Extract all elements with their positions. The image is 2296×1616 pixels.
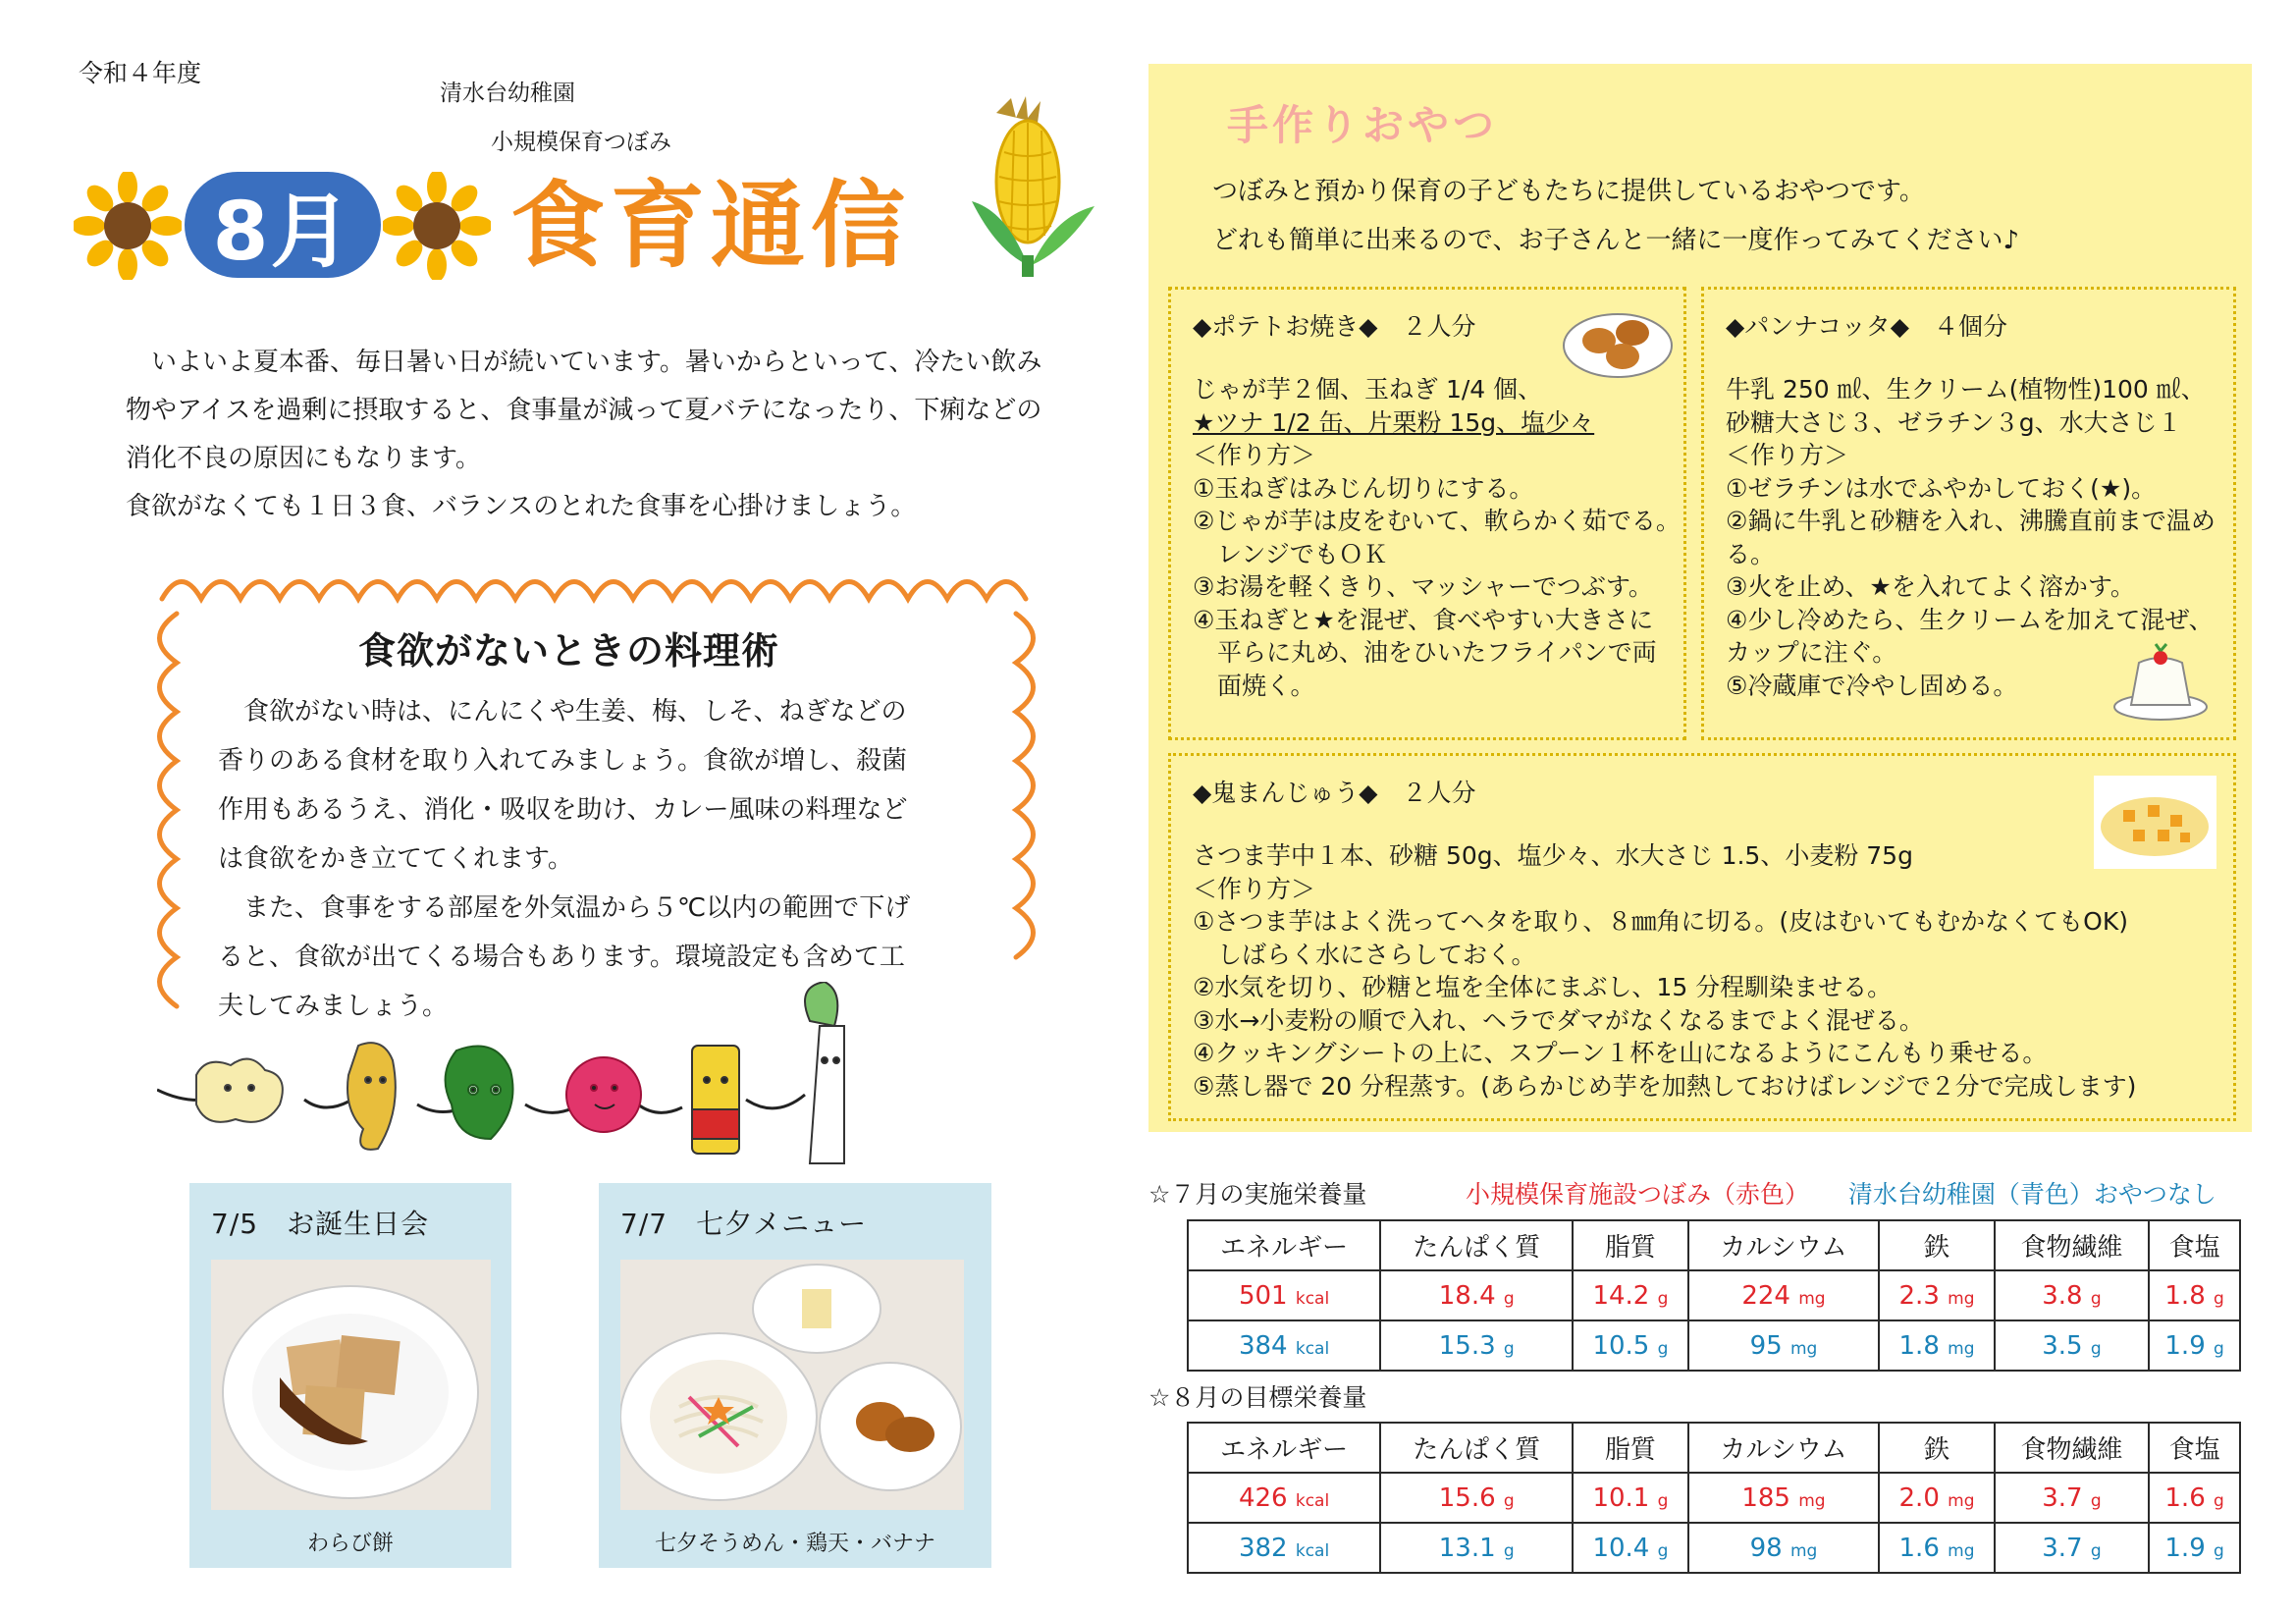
august-nutrition-label: ☆８月の目標栄養量 — [1148, 1383, 1367, 1412]
table-row — [1188, 1473, 2240, 1523]
recipe-line: じゃが芋２個、玉ねぎ 1/4 個、 — [1193, 375, 1543, 404]
table-header-row — [1188, 1423, 2240, 1473]
panna-cotta-icon — [2111, 638, 2210, 722]
warabi-mochi-plate-icon — [211, 1260, 491, 1510]
kindergarten-name: 清水台幼稚園 — [440, 81, 575, 106]
photo-card-tanabata — [599, 1183, 991, 1568]
recipe-line: ③火を止め、★を入れてよく溶かす。 — [1726, 572, 2135, 601]
table-header: 鉄 — [1879, 1423, 1994, 1473]
table-header: たんぱく質 — [1380, 1220, 1573, 1270]
recipe-title: ◆鬼まんじゅう◆ ２人分 — [1193, 779, 1476, 807]
table-header-row — [1188, 1220, 2240, 1270]
table-header: カルシウム — [1688, 1220, 1880, 1270]
photo-frame — [620, 1260, 964, 1510]
recipe-title: ◆ポテトお焼き◆ ２人分 — [1193, 312, 1476, 341]
tips-title: 食欲がないときの料理術 — [358, 629, 780, 673]
recipe-line: ②鍋に牛乳と砂糖を入れ、沸騰直前まで温め — [1726, 507, 2216, 535]
sunflower-icon — [383, 172, 491, 280]
recipe-title: ◆パンナコッタ◆ ４個分 — [1726, 312, 2007, 341]
table-cell: 95 mg — [1688, 1320, 1880, 1371]
recipe-line: ＜作り方＞ — [1193, 441, 1316, 469]
recipe-line: ③お湯を軽くきり、マッシャーでつぶす。 — [1193, 572, 1653, 601]
snack-intro-line: つぼみと預かり保育の子どもたちに提供しているおやつです。 — [1212, 177, 1925, 206]
photo-card-birthday — [189, 1183, 511, 1568]
photo-frame — [211, 1260, 491, 1510]
table-cell: 15.6 g — [1380, 1473, 1573, 1523]
table-cell: 13.1 g — [1380, 1523, 1573, 1573]
table-cell: 15.3 g — [1380, 1320, 1573, 1371]
ginger-character — [196, 1059, 283, 1122]
intro-line: いよいよ夏本番、毎日暑い日が続いています。暑いからといって、冷たい飲み — [126, 348, 1042, 377]
table-cell: 18.4 g — [1380, 1270, 1573, 1320]
recipe-line: レンジでもＯＫ — [1193, 539, 1388, 568]
snack-intro — [1212, 167, 2019, 265]
table-cell: 3.7 g — [1995, 1523, 2150, 1573]
recipe-line: ⑤蒸し器で 20 分程蒸す。(あらかじめ芋を加熱しておけばレンジで２分で完成します) — [1193, 1071, 2137, 1101]
recipe-line: ＜作り方＞ — [1726, 441, 1849, 469]
plum-character — [566, 1057, 641, 1132]
table-cell: 426 kcal — [1188, 1473, 1380, 1523]
intro-line: 物やアイスを過剰に摂取すると、食事量が減って夏バテになったり、下痢などの — [126, 396, 1042, 425]
tips-line: また、食事をする部屋を外気温から５℃以内の範囲で下げ — [218, 893, 911, 923]
recipe-potato — [1168, 287, 1686, 740]
tips-line: 夫してみましょう。 — [218, 992, 449, 1021]
table-cell: 98 mg — [1688, 1523, 1880, 1573]
intro-line: 食欲がなくても１日３食、バランスのとれた食事を心掛けましょう。 — [126, 492, 917, 521]
table-row — [1188, 1320, 2240, 1371]
recipe-line: さつま芋中１本、砂糖 50g、塩少々、水大さじ 1.5、小麦粉 75g — [1193, 841, 1913, 870]
recipe-oni-manju — [1168, 753, 2236, 1121]
table-cell: 1.9 g — [2149, 1320, 2240, 1371]
potato-character — [347, 1043, 396, 1150]
table-cell: 382 kcal — [1188, 1523, 1380, 1573]
recipe-body — [1193, 373, 1681, 702]
table-cell: 1.6 g — [2149, 1473, 2240, 1523]
tips-line: 作用もあるうえ、消化・吸収を助け、カレー風味の料理など — [218, 795, 908, 825]
july-nutrition-label: ☆７月の実施栄養量 — [1148, 1180, 1367, 1209]
nutrition-legend — [1466, 1175, 2216, 1211]
tanabata-meal-icon — [620, 1260, 964, 1510]
table-cell: 3.5 g — [1995, 1320, 2150, 1371]
recipe-line: る。 — [1726, 539, 1776, 568]
table-header: たんぱく質 — [1380, 1423, 1573, 1473]
recipe-line: ★ツナ 1/2 缶、片栗粉 15g、塩少々 — [1193, 407, 1595, 437]
table-cell: 10.5 g — [1573, 1320, 1687, 1371]
july-nutrition-table — [1187, 1219, 2241, 1372]
table-cell: 14.2 g — [1573, 1270, 1687, 1320]
table-cell: 3.8 g — [1995, 1270, 2150, 1320]
corn-icon — [967, 93, 1099, 280]
table-header: 食塩 — [2149, 1220, 2240, 1270]
photo-title: 7/7 七夕メニュー — [620, 1208, 868, 1240]
shiso-character — [446, 1047, 513, 1140]
nursery-name: 小規模保育つぼみ — [491, 130, 671, 155]
tips-line: は食欲をかき立ててくれます。 — [218, 844, 573, 874]
recipe-body — [1193, 839, 2223, 1103]
sunflower-icon — [74, 172, 182, 280]
recipe-line: ④少し冷めたら、生クリームを加えて混ぜ、 — [1726, 605, 2214, 634]
recipe-line: ①さつま芋はよく洗ってヘタを取り、８㎜角に切る。(皮はむいてもむかなくてもOK) — [1193, 907, 2128, 936]
potato-cake-icon — [1562, 301, 1675, 380]
table-header: エネルギー — [1188, 1423, 1380, 1473]
intro-paragraph — [126, 339, 1078, 531]
year-label: 令和４年度 — [79, 59, 202, 87]
month-badge: 8月 — [185, 172, 381, 278]
table-header: カルシウム — [1688, 1423, 1880, 1473]
photo-caption: わらび餅 — [306, 1532, 394, 1556]
recipe-panna-cotta — [1701, 287, 2236, 740]
recipe-line: ①玉ねぎはみじん切りにする。 — [1193, 473, 1534, 503]
legend-blue: 清水台幼稚園（青色）おやつなし — [1847, 1180, 2216, 1209]
recipe-line: ②じゃが芋は皮をむいて、軟らかく茹でる。 — [1193, 507, 1681, 535]
recipe-line: ③水→小麦粉の順で入れ、ヘラでダマがなくなるまでよく混ぜる。 — [1193, 1005, 1924, 1035]
photo-caption: 七夕そうめん・鶏天・バナナ — [654, 1532, 935, 1556]
table-cell: 10.1 g — [1573, 1473, 1687, 1523]
table-cell: 384 kcal — [1188, 1320, 1380, 1371]
photo-title: 7/5 お誕生日会 — [211, 1208, 430, 1240]
table-cell: 224 mg — [1688, 1270, 1880, 1320]
recipe-line: 面焼く。 — [1193, 671, 1315, 700]
recipe-line: ①ゼラチンは水でふやかしておく(★)。 — [1726, 473, 2157, 503]
table-header: エネルギー — [1188, 1220, 1380, 1270]
table-header: 食物繊維 — [1995, 1423, 2150, 1473]
page-title: 食育通信 — [510, 171, 911, 281]
table-cell: 3.7 g — [1995, 1473, 2150, 1523]
recipe-line: ②水気を切り、砂糖と塩を全体にまぶし、15 分程馴染ませる。 — [1193, 973, 1893, 1001]
tips-line: 香りのある食材を取り入れてみましょう。食欲が増し、殺菌 — [218, 746, 908, 776]
table-cell: 10.4 g — [1573, 1523, 1687, 1573]
table-row — [1188, 1523, 2240, 1573]
curry-character — [692, 1046, 739, 1154]
table-header: 鉄 — [1879, 1220, 1994, 1270]
recipe-line: ⑤冷蔵庫で冷やし固める。 — [1726, 671, 2018, 700]
snack-heading: 手作りおやつ — [1227, 101, 1499, 149]
table-cell: 501 kcal — [1188, 1270, 1380, 1320]
tips-body — [218, 687, 974, 1031]
recipe-line: ④玉ねぎと★を混ぜ、食べやすい大きさに — [1193, 605, 1654, 634]
tips-line: ると、食欲が出てくる場合もあります。環境設定も含めて工 — [218, 943, 905, 972]
intro-line: 消化不良の原因にもなります。 — [126, 444, 481, 473]
table-cell: 2.0 mg — [1879, 1473, 1994, 1523]
recipe-line: 牛乳 250 ㎖、生クリーム(植物性)100 ㎖、 — [1726, 375, 2206, 404]
recipe-line: しばらく水にさらしておく。 — [1193, 940, 1536, 969]
vegetable-characters-illustration — [157, 982, 1021, 1178]
leek-character — [805, 982, 844, 1163]
table-cell: 2.3 mg — [1879, 1270, 1994, 1320]
table-header: 食物繊維 — [1995, 1220, 2150, 1270]
recipe-line: ④クッキングシートの上に、スプーン１杯を山になるようにこんもり乗せる。 — [1193, 1039, 2048, 1067]
table-header: 脂質 — [1573, 1220, 1687, 1270]
table-row — [1188, 1270, 2240, 1320]
recipe-line: 平らに丸め、油をひいたフライパンで両 — [1193, 638, 1657, 667]
tips-line: 食欲がない時は、にんにくや生姜、梅、しそ、ねぎなどの — [218, 697, 907, 727]
recipe-line: カップに注ぐ。 — [1726, 638, 1897, 667]
table-header: 脂質 — [1573, 1423, 1687, 1473]
table-header: 食塩 — [2149, 1423, 2240, 1473]
table-cell: 1.8 g — [2149, 1270, 2240, 1320]
august-nutrition-table — [1187, 1422, 2241, 1574]
snack-intro-line: どれも簡単に出来るので、お子さんと一緒に一度作ってみてください♪ — [1212, 226, 2020, 255]
table-cell: 1.9 g — [2149, 1523, 2240, 1573]
recipe-line: ＜作り方＞ — [1193, 874, 1316, 903]
table-cell: 185 mg — [1688, 1473, 1880, 1523]
recipe-line: 砂糖大さじ３、ゼラチン３g、水大さじ１ — [1726, 407, 2182, 437]
table-cell: 1.8 mg — [1879, 1320, 1994, 1371]
legend-red: 小規模保育施設つぼみ（赤色） — [1466, 1180, 1810, 1209]
table-cell: 1.6 mg — [1879, 1523, 1994, 1573]
